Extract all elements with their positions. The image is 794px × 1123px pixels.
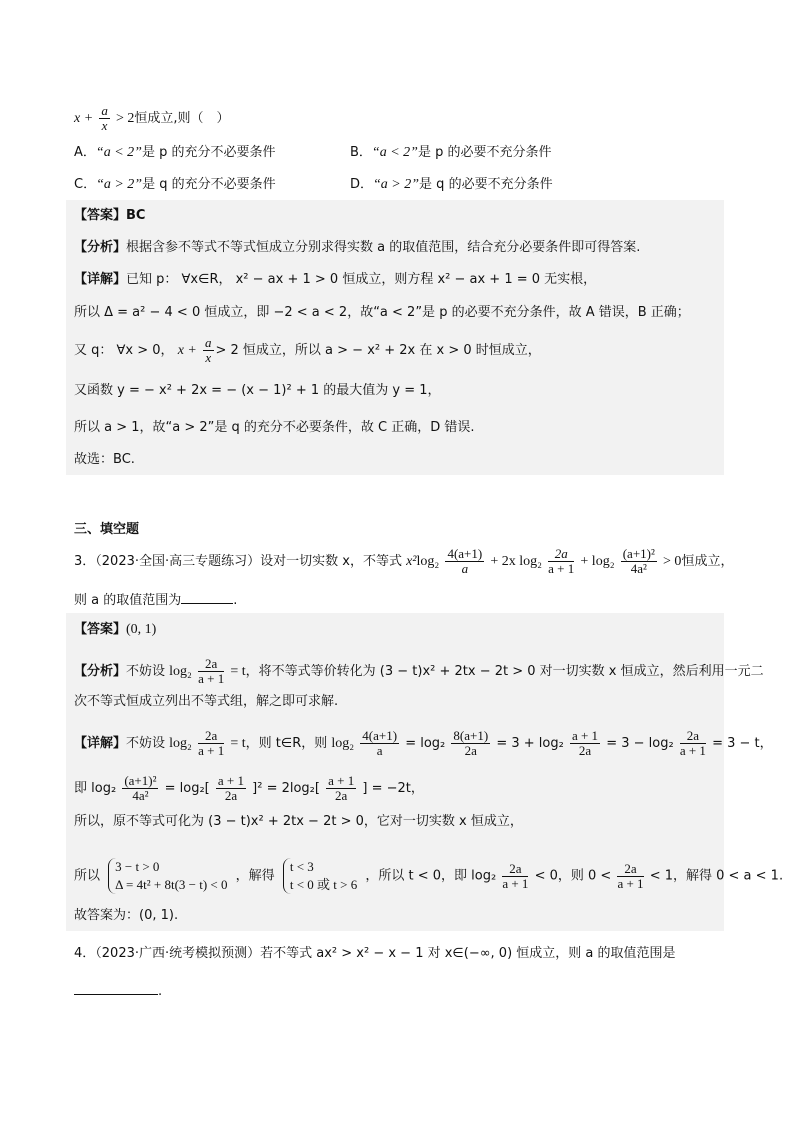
q3-detail-line-1: 【详解】不妨设 log₂ $\frac{2a}{a + 1}$ = t，则 t∈R，则 log₂ $\frac{4(a+1)}{a}$ = log₂ $\frac{8(a+1)}{2a}$ = 3 + log₂ $\frac{a + 1}{2a}$ = 3 − log₂ $\frac{2a}{a + 1}$ = 3 − t， xyxy=(74,728,773,758)
inequality-system-2: t < 3 t < 0 或 t > 6 xyxy=(283,858,357,894)
detail-line-3: 又 q： ∀x > 0， x + $\frac{a}{x}$ > 2 恒成立，所以 a > − x² + 2x 在 x > 0 时恒成立， xyxy=(74,335,541,365)
q3-detail-line-2: 即 log₂ $\frac{\text{(a+1)²}}{\text{4a²}}$ = log₂[ $\frac{a + 1}{2a}$ ]² = 2log₂[ $\frac{a + 1}{2a}$ ] = −2t， xyxy=(74,773,424,803)
option-d: D．“a > 2”是 q 的必要不充分条件 xyxy=(350,177,553,192)
question-3-line-2: 则 a 的取值范围为 . xyxy=(74,593,238,608)
answer-blank[interactable] xyxy=(181,603,233,604)
q3-detail-line-4: 所以 3 − t > 0 Δ = 4t² + 8t(3 − t) < 0 ，解得 t < 3 t < 0 或 t > 6 ，所以 t < 0，即 log₂ $\frac{2a}{a + 1}$ < 0，则 0 < $\frac{2a}{a + 1}$ < 1，解得 0 < a < 1. xyxy=(74,859,784,892)
analysis-line: 【分析】根据含参不等式不等式恒成立分别求得实数 a 的取值范围，结合充分必要条件即可得答案. xyxy=(74,240,641,255)
detail-line-6: 故选：BC. xyxy=(74,452,135,467)
q3-detail-line-5: 故答案为：(0, 1). xyxy=(74,908,179,923)
question-4: 4．（2023·广西·统考模拟预测）若不等式 ax² > x² − x − 1 对 x∈(−∞, 0) 恒成立，则 a 的取值范围是 xyxy=(74,946,676,961)
detail-line-4: 又函数 y = − x² + 2x = − (x − 1)² + 1 的最大值为 y = 1， xyxy=(74,383,441,398)
question-3: 3．（2023·全国·高三专题练习）设对一切实数 x，不等式 x²log₂ $\frac{4(a+1)}{a}$ + 2x log₂ $\frac{2a}{a + 1}$ + log₂ $\frac{\text{(a+1)²}}{\text{4a²}}$ > 0恒成立， xyxy=(74,546,734,576)
detail-line-2: 所以 Δ = a² − 4 < 0 恒成立，即 −2 < a < 2，故“a < 2”是 p 的必要不充分条件，故 A 错误，B 正确； xyxy=(74,305,690,320)
detail-line-1: 【详解】已知 p： ∀x∈R， x² − ax + 1 > 0 恒成立，则方程 x² − ax + 1 = 0 无实根， xyxy=(74,272,597,287)
option-a: A．“a < 2”是 p 的充分不必要条件 xyxy=(74,145,276,160)
detail-line-5: 所以 a > 1，故“a > 2”是 q 的充分不必要条件，故 C 正确，D 错误. xyxy=(74,420,475,435)
q3-answer-line: 【答案】(0, 1) xyxy=(74,622,157,637)
q3-detail-line-3: 所以，原不等式可化为 (3 − t)x² + 2tx − 2t > 0，它对一切实数 x 恒成立， xyxy=(74,814,523,829)
inequality-system-1: 3 − t > 0 Δ = 4t² + 8t(3 − t) < 0 xyxy=(108,858,227,894)
q3-analysis-line-1: 【分析】不妨设 log₂ $\frac{2a}{a + 1}$ = t，将不等式等价转化为 (3 − t)x² + 2tx − 2t > 0 对一切实数 x 恒成立，然后利用一元二 xyxy=(74,656,764,686)
option-b: B．“a < 2”是 p 的必要不充分条件 xyxy=(350,145,552,160)
answer-line: 【答案】BC xyxy=(74,208,146,223)
question-4-line-2: . xyxy=(74,982,162,1002)
section-title: 三、填空题 xyxy=(74,522,140,537)
condition-line: x + $\frac{a}{x}$ > 2恒成立,则（ ） xyxy=(74,103,230,133)
option-c: C．“a > 2”是 q 的充分不必要条件 xyxy=(74,177,276,192)
q3-analysis-line-2: 次不等式恒成立列出不等式组，解之即可求解. xyxy=(74,694,339,709)
answer-blank-q4[interactable] xyxy=(74,994,158,995)
